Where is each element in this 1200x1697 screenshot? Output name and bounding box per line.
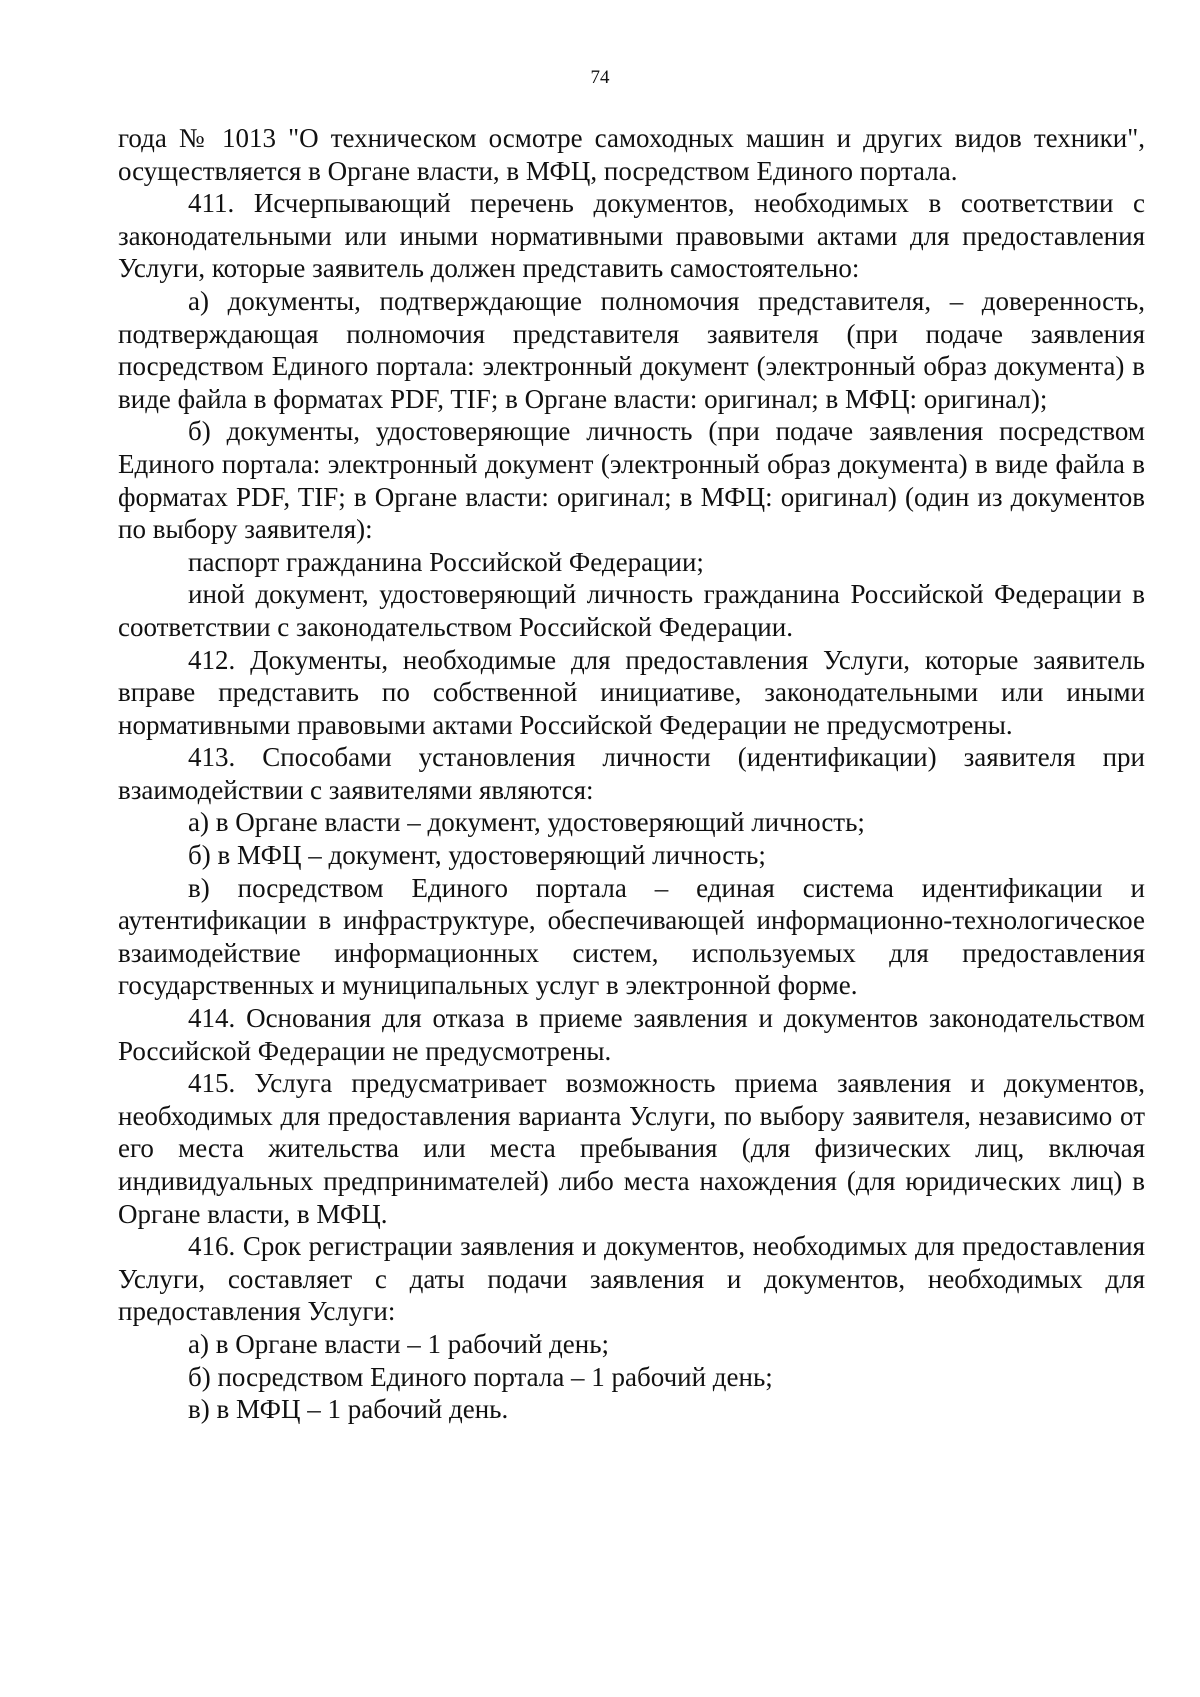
paragraph-413-b: б) в МФЦ – документ, удостоверяющий личность;	[188, 840, 766, 871]
paragraph-414: 414. Основания для отказа в приеме заявления и документов законодательством Российской Федерации не предусмотрены.	[118, 1003, 1145, 1066]
page-number: 74	[590, 67, 610, 88]
paragraph-411-b: б) документы, удостоверяющие личность (при подаче заявления посредством Единого портала: электронный документ (электронный образ документа) в виде файла в форматах PDF, TIF; в Органе власти: оригинал; в МФЦ: оригинал) (один из документов по выбору заявителя):	[118, 416, 1145, 545]
paragraph-416-a: а) в Органе власти – 1 рабочий день;	[188, 1328, 610, 1359]
paragraph-continuation: года № 1013 "О техническом осмотре самоходных машин и других видов техники", осуществляется в Органе власти, в МФЦ, посредством Единого портала.	[118, 123, 1145, 186]
paragraph-413: 413. Способами установления личности (идентификации) заявителя при взаимодействии с заявителями являются:	[118, 742, 1145, 805]
paragraph-411: 411. Исчерпывающий перечень документов, необходимых в соответствии с законодательными или иными нормативными правовыми актами для предоставления Услуги, которые заявитель должен представить самостоятельно:	[118, 188, 1145, 284]
paragraph-411-b-other-document: иной документ, удостоверяющий личность гражданина Российской Федерации в соответствии с законодательством Российской Федерации.	[118, 579, 1145, 642]
paragraph-415: 415. Услуга предусматривает возможность приема заявления и документов, необходимых для предоставления варианта Услуги, по выбору заявителя, независимо от его места жительства или места пребывания (для физических лиц, включая индивидуальных предпринимателей) либо места нахождения (для юридических лиц) в Органе власти, в МФЦ.	[118, 1068, 1145, 1229]
paragraph-416-b: б) посредством Единого портала – 1 рабочий день;	[188, 1361, 773, 1392]
paragraph-413-v: в) посредством Единого портала – единая система идентификации и аутентификации в инфраструктуре, обеспечивающей информационно-технологическое взаимодействие информационных систем, используемых для предоставления государственных и муниципальных услуг в электронной форме.	[118, 872, 1145, 1001]
paragraph-416-v: в) в МФЦ – 1 рабочий день.	[188, 1394, 509, 1425]
document-body	[118, 122, 1145, 1426]
paragraph-411-a: а) документы, подтверждающие полномочия представителя, – доверенность, подтверждающая полномочия представителя заявителя (при подаче заявления посредством Единого портала: электронный документ (электронный образ документа) в виде файла в форматах PDF, TIF; в Органе власти: оригинал; в МФЦ: оригинал);	[118, 285, 1145, 414]
paragraph-416: 416. Срок регистрации заявления и документов, необходимых для предоставления Услуги, составляет с даты подачи заявления и документов, необходимых для предоставления Услуги:	[118, 1231, 1145, 1327]
paragraph-412: 412. Документы, необходимые для предоставления Услуги, которые заявитель вправе представить по собственной инициативе, законодательными или иными нормативными правовыми актами Российской Федерации не предусмотрены.	[118, 644, 1145, 740]
paragraph-413-a: а) в Органе власти – документ, удостоверяющий личность;	[188, 807, 865, 838]
paragraph-411-b-passport: паспорт гражданина Российской Федерации;	[188, 546, 704, 577]
